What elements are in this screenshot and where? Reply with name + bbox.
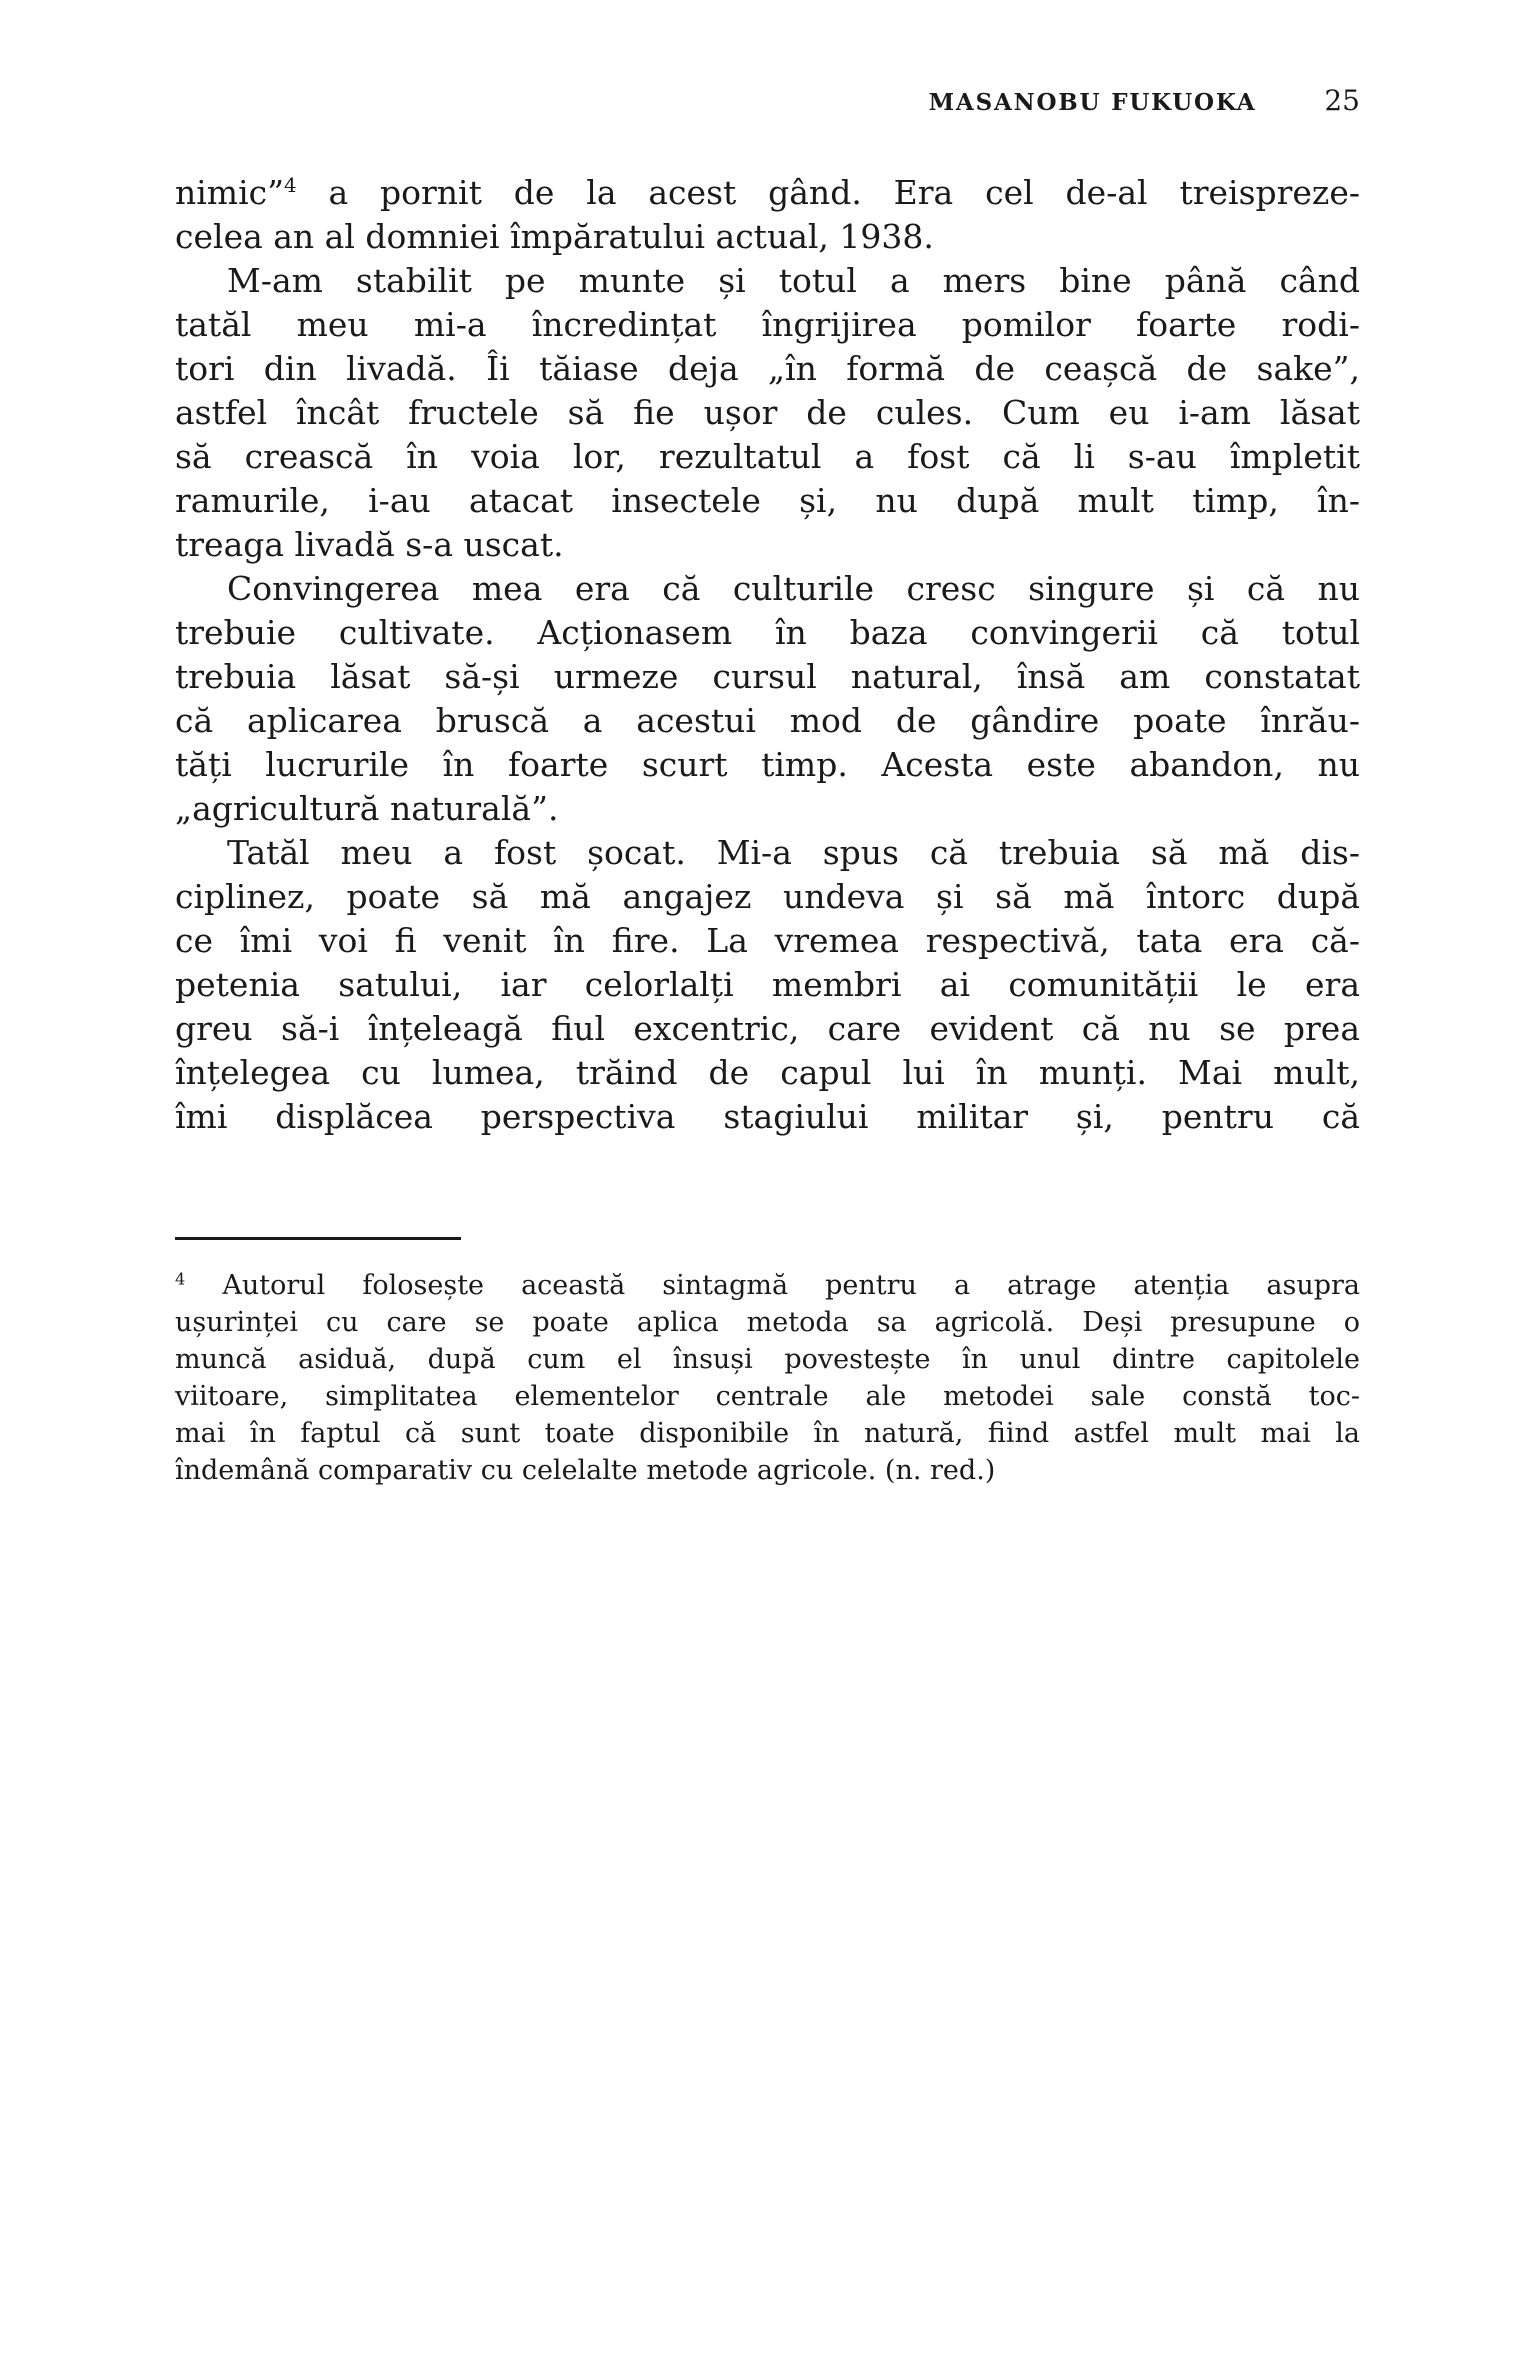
footnote-line: mai în faptul că sunt toate disponibile în natură, fiind astfel mult mai la — [175, 1418, 1360, 1449]
footnote-line: îndemână comparativ cu celelalte metode agricole. (n. red.) — [175, 1455, 996, 1486]
body-text-line: că aplicarea bruscă a acestui mod de gândire poate înrău- — [175, 701, 1360, 740]
body-text-line: M-am stabilit pe munte și totul a mers bine până când — [227, 261, 1360, 300]
footnote-line: ușurinței cu care se poate aplica metoda sa agricolă. Deși presupune o — [175, 1307, 1360, 1338]
footnote-line: $^4$ Autorul folosește această sintagmă pentru a atrage atenția asupra — [175, 1269, 1360, 1301]
text-block — [175, 84, 1360, 1489]
footnote-separator — [175, 1237, 461, 1240]
body-text-line: tatăl meu mi-a încredințat îngrijirea pomilor foarte rodi- — [175, 305, 1360, 344]
body-text-line: trebuia lăsat să-și urmeze cursul natural, însă am constatat — [175, 657, 1360, 696]
paragraph — [175, 171, 1360, 259]
body-text-line: înțelegea cu lumea, trăind de capul lui în munți. Mai mult, — [175, 1053, 1360, 1092]
paragraph — [175, 831, 1360, 1139]
footnote-line: viitoare, simplitatea elementelor centrale ale metodei sale constă toc- — [175, 1381, 1360, 1412]
body-text-line: Convingerea mea era că culturile cresc singure și că nu — [227, 569, 1360, 608]
footnote-line: muncă asiduă, după cum el însuși povestește în unul dintre capitolele — [175, 1344, 1360, 1375]
body-text-line: treaga livadă s-a uscat. — [175, 525, 564, 564]
body-text-line: „agricultură naturală”. — [175, 789, 559, 828]
body-text-line: ramurile, i-au atacat insectele și, nu după mult timp, în- — [175, 481, 1360, 520]
body-text-line: ce îmi voi fi venit în fire. La vremea respectivă, tata era că- — [175, 921, 1360, 960]
paragraph — [175, 259, 1360, 567]
body-text-line: nimic”$^4$ a pornit de la acest gând. Era cel de-al treispreze- — [175, 173, 1360, 212]
body-text-line: trebuie cultivate. Acționasem în baza convingerii că totul — [175, 613, 1360, 652]
footnote-marker: 4 — [284, 174, 297, 198]
footnote-text — [175, 1267, 1360, 1489]
body-text — [175, 171, 1360, 1139]
body-text-line: astfel încât fructele să fie ușor de cules. Cum eu i-am lăsat — [175, 393, 1360, 432]
running-head — [175, 84, 1360, 117]
page-number: 25 — [1324, 84, 1360, 117]
body-text-line: tori din livadă. Îi tăiase deja „în formă de ceașcă de sake”, — [175, 349, 1360, 388]
body-text-line: ciplinez, poate să mă angajez undeva și să mă întorc după — [175, 877, 1360, 916]
paragraph — [175, 567, 1360, 831]
body-text-line: tăți lucrurile în foarte scurt timp. Acesta este abandon, nu — [175, 745, 1360, 784]
body-text-line: Tatăl meu a fost șocat. Mi-a spus că trebuia să mă dis- — [227, 833, 1360, 872]
body-text-line: celea an al domniei împăratului actual, 1938. — [175, 217, 934, 256]
body-text-line: îmi displăcea perspectiva stagiului militar și, pentru că — [175, 1097, 1360, 1136]
footnote-marker: 4 — [175, 1269, 186, 1289]
body-text-line: petenia satului, iar celorlalți membri ai comunității le era — [175, 965, 1360, 1004]
body-text-line: greu să-i înțeleagă fiul excentric, care evident că nu se prea — [175, 1009, 1360, 1048]
body-text-line: să crească în voia lor, rezultatul a fost că li s-au împletit — [175, 437, 1360, 476]
running-title: MASANOBU FUKUOKA — [928, 89, 1257, 116]
